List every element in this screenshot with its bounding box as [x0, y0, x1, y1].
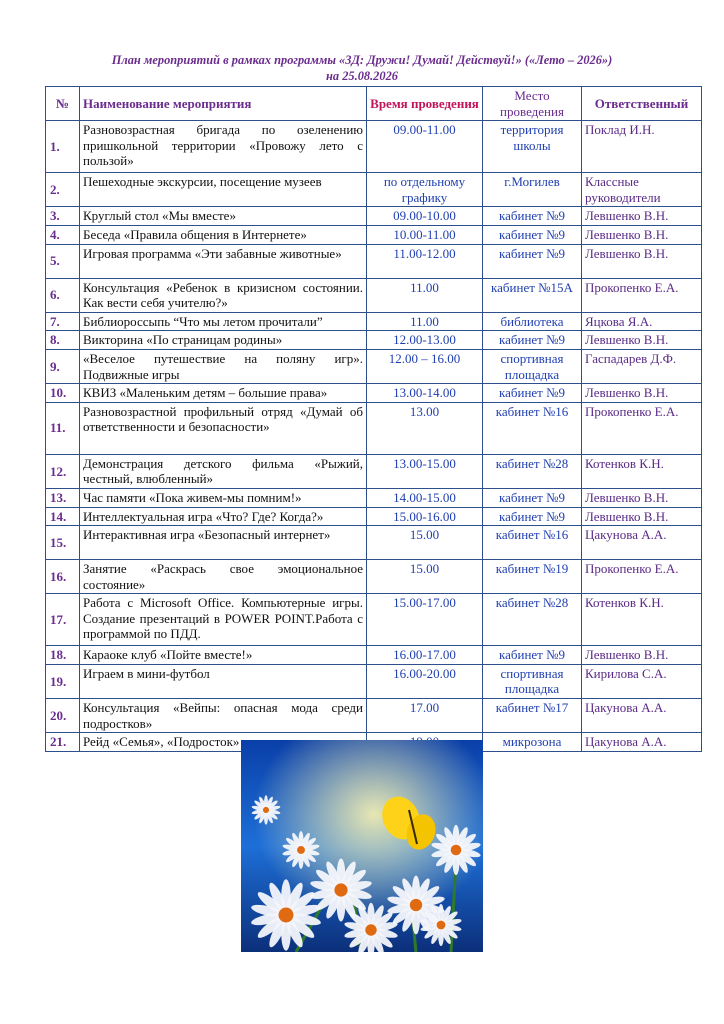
table-row [46, 349, 702, 383]
table-row [46, 244, 702, 278]
row-num: 18. [46, 646, 80, 665]
table-row [46, 121, 702, 173]
row-place: г.Могилев [483, 173, 582, 207]
row-name: Занятие «Раскрась свое эмоциональное состояние» [80, 560, 367, 594]
row-num: 14. [46, 507, 80, 526]
row-place: кабинет №16 [483, 526, 582, 560]
row-num: 15. [46, 526, 80, 560]
row-place: кабинет №9 [483, 488, 582, 507]
row-name: Интеллектуальная игра «Что? Где? Когда?» [80, 507, 367, 526]
row-responsible: Кирилова С.А. [582, 664, 702, 698]
row-num: 2. [46, 173, 80, 207]
row-time: 15.00 [367, 560, 483, 594]
row-num: 21. [46, 733, 80, 752]
row-name: Караоке клуб «Пойте вместе!» [80, 646, 367, 665]
row-time: 13.00-14.00 [367, 384, 483, 403]
row-place: спортивная площадка [483, 664, 582, 698]
row-name: Круглый стол «Мы вместе» [80, 207, 367, 226]
header-place: Место проведения [483, 87, 582, 121]
title-line-2: на 25.08.2026 [326, 69, 398, 83]
row-num: 13. [46, 488, 80, 507]
table-row [46, 664, 702, 698]
row-name: Библиороссыпь “Что мы летом прочитали” [80, 312, 367, 331]
row-num: 1. [46, 121, 80, 173]
header-responsible: Ответственный [582, 87, 702, 121]
row-place: кабинет №9 [483, 244, 582, 278]
row-place: библиотека [483, 312, 582, 331]
header-name: Наименование мероприятия [80, 87, 367, 121]
row-num: 19. [46, 664, 80, 698]
row-name: Час памяти «Пока живем-мы помним!» [80, 488, 367, 507]
row-place: кабинет №28 [483, 594, 582, 646]
row-num: 16. [46, 560, 80, 594]
table-row [46, 384, 702, 403]
row-responsible: Поклад И.Н. [582, 121, 702, 173]
row-name: Игровая программа «Эти забавные животные» [80, 244, 367, 278]
row-responsible: Левшенко В.Н. [582, 244, 702, 278]
row-time: 09.00-10.00 [367, 207, 483, 226]
row-place: кабинет №15А [483, 278, 582, 312]
row-responsible: Классные руководители [582, 173, 702, 207]
row-place: спортивная площадка [483, 349, 582, 383]
title-line-1: План мероприятий в рамках программы «3Д: Дружи! Думай! Действуй!» («Лето – 2026») [111, 53, 613, 67]
row-place: кабинет №28 [483, 454, 582, 488]
row-num: 8. [46, 331, 80, 350]
table-row [46, 278, 702, 312]
row-name: Викторина «По страницам родины» [80, 331, 367, 350]
row-place: кабинет №9 [483, 331, 582, 350]
row-responsible: Котенков К.Н. [582, 594, 702, 646]
table-row [46, 225, 702, 244]
row-responsible: Левшенко В.Н. [582, 207, 702, 226]
row-name: Консультация «Ребенок в кризисном состоянии. Как вести себя учителю?» [80, 278, 367, 312]
row-num: 6. [46, 278, 80, 312]
row-time: 10.00-11.00 [367, 225, 483, 244]
row-num: 7. [46, 312, 80, 331]
header-num: № [46, 87, 80, 121]
row-name: Пешеходные экскурсии, посещение музеев [80, 173, 367, 207]
row-place: кабинет №9 [483, 225, 582, 244]
row-time: 17.00 [367, 699, 483, 733]
row-time: 15.00-16.00 [367, 507, 483, 526]
row-place: кабинет №16 [483, 402, 582, 454]
row-time: по отдельному графику [367, 173, 483, 207]
table-row [46, 507, 702, 526]
row-place: территория школы [483, 121, 582, 173]
row-responsible: Цакунова А.А. [582, 733, 702, 752]
header-time: Время проведения [367, 87, 483, 121]
row-responsible: Гаспадарев Д.Ф. [582, 349, 702, 383]
row-time: 09.00-11.00 [367, 121, 483, 173]
table-row [46, 173, 702, 207]
row-responsible: Прокопенко Е.А. [582, 402, 702, 454]
row-responsible: Яцкова Я.А. [582, 312, 702, 331]
row-num: 11. [46, 402, 80, 454]
events-table [45, 86, 702, 752]
row-time: 14.00-15.00 [367, 488, 483, 507]
row-time: 11.00 [367, 278, 483, 312]
table-row [46, 312, 702, 331]
row-responsible: Левшенко В.Н. [582, 646, 702, 665]
row-name: Разновозрастной профильный отряд «Думай об ответственности и безопасности» [80, 402, 367, 454]
row-name: КВИЗ «Маленьким детям – большие права» [80, 384, 367, 403]
table-row [46, 699, 702, 733]
row-responsible: Цакунова А.А. [582, 699, 702, 733]
row-place: кабинет №19 [483, 560, 582, 594]
table-row [46, 560, 702, 594]
row-place: кабинет №9 [483, 646, 582, 665]
table-row [46, 646, 702, 665]
row-place: кабинет №9 [483, 207, 582, 226]
row-place: кабинет №9 [483, 384, 582, 403]
row-responsible: Левшенко В.Н. [582, 331, 702, 350]
row-time: 11.00 [367, 312, 483, 331]
row-time: 11.00-12.00 [367, 244, 483, 278]
row-responsible: Цакунова А.А. [582, 526, 702, 560]
row-responsible: Прокопенко Е.А. [582, 560, 702, 594]
row-num: 9. [46, 349, 80, 383]
row-num: 10. [46, 384, 80, 403]
row-responsible: Левшенко В.Н. [582, 507, 702, 526]
row-time: 15.00-17.00 [367, 594, 483, 646]
row-name: Консультация «Вейпы: опасная мода среди подростков» [80, 699, 367, 733]
row-time: 13.00 [367, 402, 483, 454]
row-time: 16.00-17.00 [367, 646, 483, 665]
row-responsible: Левшенко В.Н. [582, 384, 702, 403]
table-row [46, 331, 702, 350]
row-name: Беседа «Правила общения в Интернете» [80, 225, 367, 244]
row-responsible: Левшенко В.Н. [582, 488, 702, 507]
table-row [46, 454, 702, 488]
row-num: 5. [46, 244, 80, 278]
row-name: Работа с Microsoft Office. Компьютерные игры. Создание презентаций в POWER POINT.Работа с программой по ПДД. [80, 594, 367, 646]
row-responsible: Прокопенко Е.А. [582, 278, 702, 312]
row-time: 13.00-15.00 [367, 454, 483, 488]
row-time: 12.00-13.00 [367, 331, 483, 350]
row-responsible: Котенков К.Н. [582, 454, 702, 488]
table-row [46, 594, 702, 646]
daisies-butterfly-photo [241, 740, 483, 952]
table-row [46, 526, 702, 560]
row-num: 3. [46, 207, 80, 226]
row-time: 15.00 [367, 526, 483, 560]
row-num: 20. [46, 699, 80, 733]
table-row [46, 207, 702, 226]
row-place: кабинет №9 [483, 507, 582, 526]
row-num: 17. [46, 594, 80, 646]
table-row [46, 488, 702, 507]
row-name: Интерактивная игра «Безопасный интернет» [80, 526, 367, 560]
row-name: Демонстрация детского фильма «Рыжий, честный, влюбленный» [80, 454, 367, 488]
row-name: Рейд «Семья», «Подросток» [80, 733, 367, 752]
table-row [46, 402, 702, 454]
row-place: микрозона [483, 733, 582, 752]
row-name: Играем в мини-футбол [80, 664, 367, 698]
row-name: Разновозрастная бригада по озеленению пришкольной территории «Провожу лето с пользой» [80, 121, 367, 173]
page-title [0, 52, 724, 84]
table-header-row [46, 87, 702, 121]
row-name: «Веселое путешествие на поляну игр». Подвижные игры [80, 349, 367, 383]
row-time: 12.00 – 16.00 [367, 349, 483, 383]
row-num: 12. [46, 454, 80, 488]
row-place: кабинет №17 [483, 699, 582, 733]
row-num: 4. [46, 225, 80, 244]
row-responsible: Левшенко В.Н. [582, 225, 702, 244]
row-time: 16.00-20.00 [367, 664, 483, 698]
